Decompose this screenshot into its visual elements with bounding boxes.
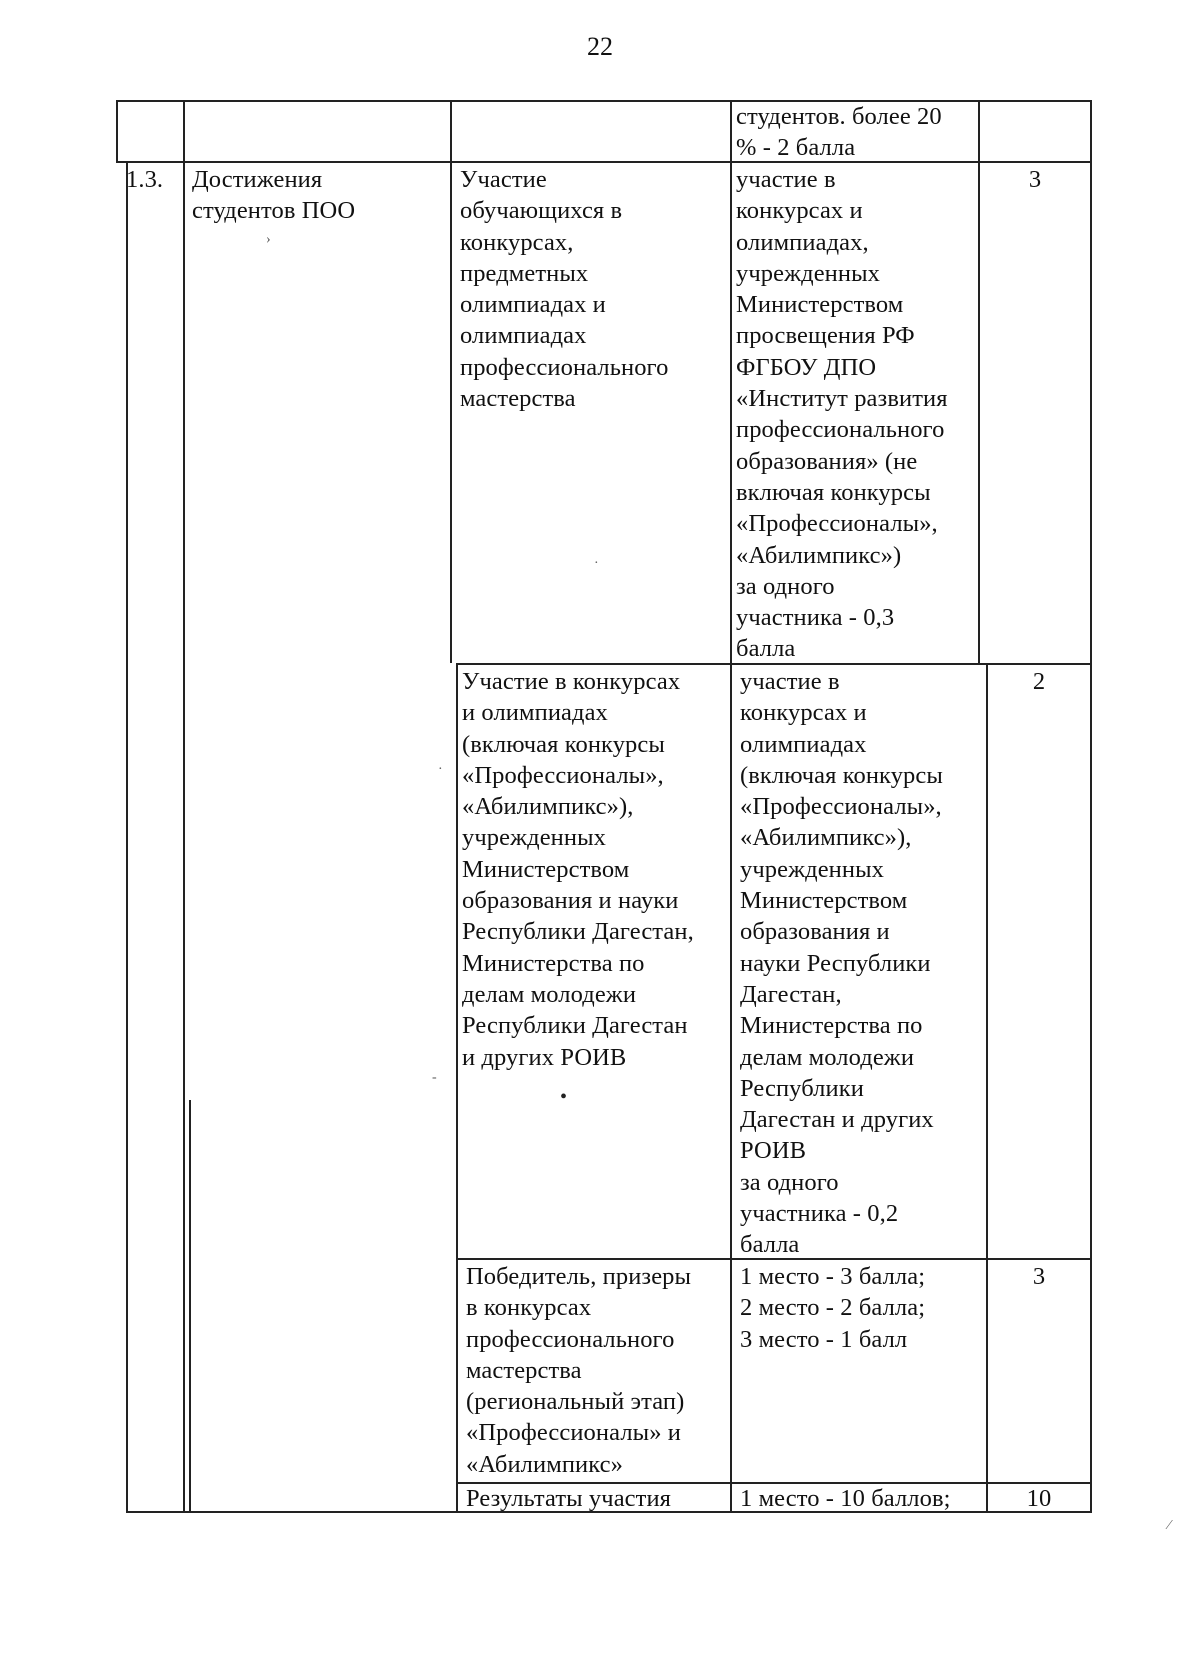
table-cell-max-score: 10 <box>1026 1485 1052 1512</box>
table-cell-method: 1 место - 10 баллов; <box>740 1485 951 1512</box>
table-cell-method: участие в конкурсах и олимпиадах (включая конкурсы «Профессионалы», «Абилимпикс»), учрежденных Министерством образования и науки Республики Дагестан, Министерства по делам молодежи Республики Дагестан и других РОИВ за одного участника - 0,2 балла <box>740 668 943 1259</box>
scan-speck: - <box>432 1070 437 1085</box>
table-cell-indicator: Достижения студентов ПОО <box>192 166 356 225</box>
column-border <box>126 161 128 1512</box>
scan-speck: · <box>594 556 599 571</box>
table-cell-criterion: Участие в конкурсах и олимпиадах (включая конкурсы «Профессионалы», «Абилимпикс»), учрежденных Министерством образования и науки Республики Дагестан, Министерства по делам молодежи Республики Дагестан и других РОИВ <box>462 668 694 1071</box>
table-cell-max-score: 3 <box>1032 1263 1046 1290</box>
column-border <box>456 663 458 1512</box>
table-cell-criterion: Участие обучающихся в конкурсах, предметных олимпиадах и олимпиадах профессионального мастерства <box>460 166 669 413</box>
table-cell-method: участие в конкурсах и олимпиадах, учрежденных Министерством просвещения РФ ФГБОУ ДПО «Институт развития профессионального образования» (не включая конкурсы «Профессионалы», «Абилимпикс») за одного участника - 0,3 балла <box>736 166 948 663</box>
table-cell-method: 1 место - 3 балла; 2 место - 2 балла; 3 место - 1 балл <box>740 1263 926 1353</box>
scan-speck: › <box>266 232 271 247</box>
scan-speck: ⁄ <box>1168 1518 1171 1533</box>
table-cell-criterion: Результаты участия <box>466 1485 672 1512</box>
scan-speck: • <box>560 1086 568 1108</box>
column-border <box>1090 100 1092 1512</box>
table-cell-method: студентов. более 20 % - 2 балла <box>736 103 942 162</box>
column-border <box>730 100 732 1512</box>
scan-speck: · <box>438 762 443 777</box>
page-number: 22 <box>587 32 613 61</box>
column-border <box>116 100 118 162</box>
table-cell-criterion: Победитель, призеры в конкурсах профессионального мастерства (региональный этап) «Профессионалы» и «Абилимпикс» <box>466 1263 692 1478</box>
table-cell-max-score: 3 <box>1028 166 1042 193</box>
column-border <box>450 100 452 663</box>
column-border <box>189 1100 191 1512</box>
table-cell-max-score: 2 <box>1032 668 1046 695</box>
column-border <box>986 663 988 1512</box>
column-border <box>183 100 185 1512</box>
table-cell-number: 1.3. <box>126 166 164 193</box>
